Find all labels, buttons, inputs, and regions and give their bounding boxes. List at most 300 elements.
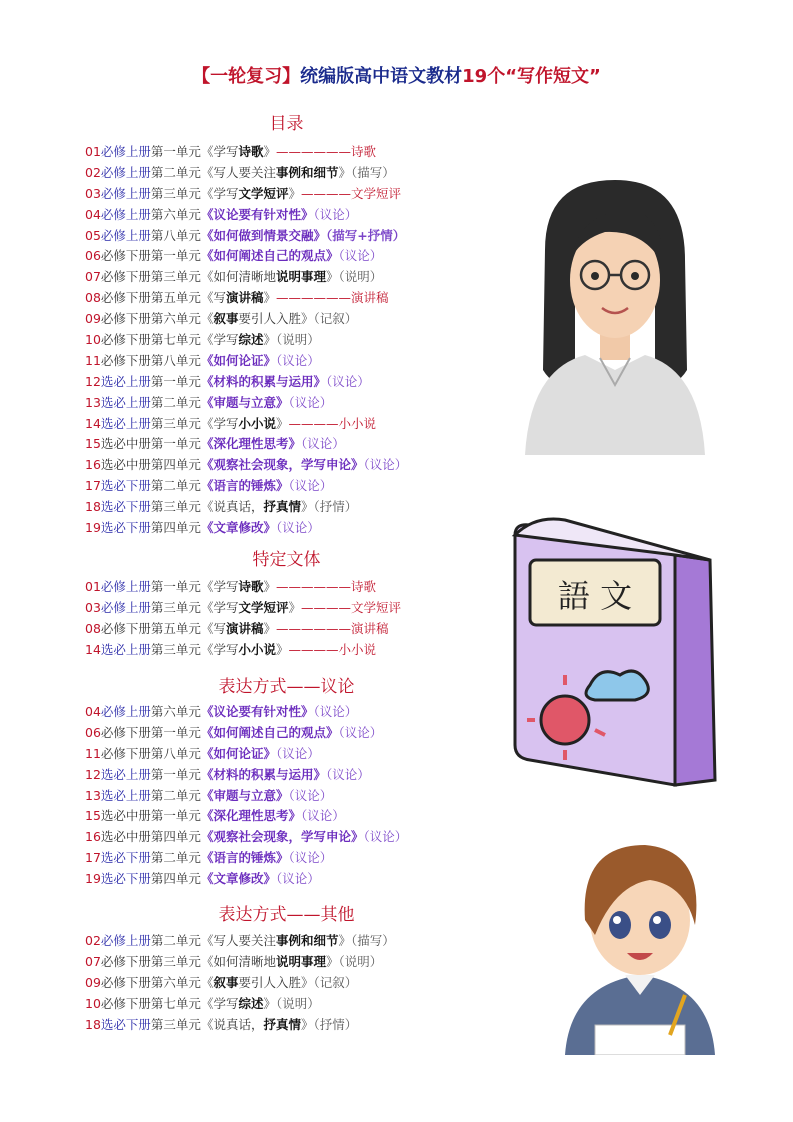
item-unit: 第二单元 xyxy=(150,478,201,494)
item-topic xyxy=(201,725,339,740)
item-category: （说明） xyxy=(338,269,383,285)
item-number: 11 xyxy=(85,352,101,368)
item-topic-lb: 《 xyxy=(200,269,214,285)
student-illustration xyxy=(555,825,725,1055)
item-category: （议论） xyxy=(288,850,333,866)
item-number: 12 xyxy=(85,373,101,389)
list-item xyxy=(85,414,407,435)
item-topic xyxy=(201,975,314,990)
item-topic xyxy=(201,808,301,823)
item-topic-bold: 小小说 xyxy=(238,641,276,657)
item-volume: 必修下册 xyxy=(100,953,151,969)
item-unit: 第一单元 xyxy=(150,436,201,452)
item-number: 02 xyxy=(85,164,101,180)
item-topic-bold: 材料的积累与运用 xyxy=(213,766,314,782)
item-volume: 选必上册 xyxy=(100,394,151,410)
item-number: 03 xyxy=(85,185,101,201)
list-item xyxy=(85,142,407,163)
item-topic-rb: 》 xyxy=(350,829,364,845)
item-topic-bold: 说明事理 xyxy=(275,953,326,969)
item-topic-rb: 》 xyxy=(325,248,339,264)
item-topic-rb: 要引人入胜》 xyxy=(238,311,314,327)
item-category: （议论） xyxy=(275,520,320,536)
item-volume: 必修下册 xyxy=(100,745,151,761)
item-unit: 第一单元 xyxy=(150,724,201,740)
item-unit: 第七单元 xyxy=(150,332,201,348)
item-topic-rb: 》 xyxy=(263,144,276,159)
item-number: 01 xyxy=(85,579,101,594)
item-topic-bold: 文学短评 xyxy=(238,185,289,201)
item-topic-rb: 》 xyxy=(288,436,301,452)
item-topic-pre: 学写 xyxy=(213,144,239,159)
item-volume: 选必上册 xyxy=(100,373,151,389)
item-unit: 第三单元 xyxy=(150,415,201,431)
item-topic-lb: 《 xyxy=(200,974,214,990)
item-number: 05 xyxy=(85,227,101,243)
item-topic-rb: 》 xyxy=(350,457,364,473)
item-number: 19 xyxy=(85,520,101,536)
title-suffix: 19个“写作短文” xyxy=(462,66,601,87)
list-item xyxy=(85,393,407,414)
list-item xyxy=(85,330,407,351)
item-topic-rb: 》 xyxy=(263,352,276,368)
item-topic-rb: 要引人入胜》 xyxy=(238,974,314,990)
item-topic xyxy=(201,311,314,326)
item-category: （描写） xyxy=(351,164,395,180)
document-title xyxy=(0,62,793,88)
item-topic xyxy=(201,290,276,305)
item-topic-bold: 叙事 xyxy=(213,311,239,327)
item-category: （议论） xyxy=(338,724,383,740)
item-topic-bold: 如何论证 xyxy=(213,745,264,761)
item-number: 14 xyxy=(85,415,101,431)
item-topic-lb: 《 xyxy=(200,332,214,348)
item-category: ——————诗歌 xyxy=(276,144,377,159)
item-topic xyxy=(201,850,289,865)
item-topic-bold: 事例和细节 xyxy=(275,933,339,948)
argument-list xyxy=(85,702,407,890)
item-number: 18 xyxy=(85,499,101,515)
item-unit: 第二单元 xyxy=(150,394,201,410)
list-item xyxy=(85,226,407,247)
item-unit: 第八单元 xyxy=(150,227,201,243)
item-topic-lb: 《 xyxy=(200,745,214,761)
item-topic xyxy=(201,642,289,657)
item-unit: 第二单元 xyxy=(150,787,201,803)
item-topic xyxy=(201,248,339,263)
item-topic-rb: 》 xyxy=(325,724,339,740)
item-topic-lb: 《 xyxy=(200,290,214,306)
item-topic-rb: 》 xyxy=(263,620,276,636)
item-topic-bold: 如何做到情景交融 xyxy=(213,227,314,243)
list-item xyxy=(85,640,401,661)
item-topic xyxy=(201,457,364,472)
item-category: ——————演讲稿 xyxy=(276,620,389,636)
item-volume: 必修下册 xyxy=(100,290,151,306)
item-topic-rb: 》 xyxy=(275,394,289,410)
item-category: （议论） xyxy=(275,352,320,368)
section-heading-specific-genres: 特定文体 xyxy=(252,550,321,570)
item-volume: 必修下册 xyxy=(100,995,151,1011)
list-item xyxy=(85,806,407,827)
item-number: 08 xyxy=(85,290,101,306)
item-number: 16 xyxy=(85,829,101,845)
item-topic-pre: 学写 xyxy=(213,415,239,431)
item-volume: 选必上册 xyxy=(100,415,151,431)
item-number: 18 xyxy=(85,1016,101,1032)
item-volume: 选必下册 xyxy=(100,478,151,494)
item-topic-bold: 观察社会现象，学写申论 xyxy=(213,829,351,845)
item-topic xyxy=(201,704,314,719)
item-topic-lb: 《 xyxy=(200,579,214,594)
item-topic-bold: 深化理性思考 xyxy=(213,808,289,824)
item-category: （议论） xyxy=(300,808,345,824)
item-volume: 必修上册 xyxy=(100,227,151,243)
item-topic-rb: 》 xyxy=(313,766,326,782)
item-topic xyxy=(201,436,301,451)
item-topic-pre: 说真话， xyxy=(213,1016,264,1032)
item-volume: 选必下册 xyxy=(100,871,151,887)
item-topic-bold: 演讲稿 xyxy=(225,620,264,636)
item-topic-lb: 《 xyxy=(200,144,214,159)
item-topic xyxy=(201,165,351,180)
item-volume: 选必上册 xyxy=(100,787,151,803)
item-number: 15 xyxy=(85,436,101,452)
item-topic-lb: 《 xyxy=(200,599,214,615)
item-volume: 必修上册 xyxy=(100,579,151,594)
item-category: ————小小说 xyxy=(288,641,377,657)
item-number: 19 xyxy=(85,871,101,887)
item-topic-lb: 《 xyxy=(200,394,214,410)
item-category: （说明） xyxy=(276,995,320,1011)
item-topic-lb: 《 xyxy=(200,620,214,636)
item-topic xyxy=(201,186,301,201)
item-topic-lb: 《 xyxy=(200,373,214,389)
item-topic-bold: 审题与立意 xyxy=(213,394,276,410)
item-unit: 第四单元 xyxy=(150,520,201,536)
item-topic-pre: 学写 xyxy=(213,599,239,615)
item-category: （议论） xyxy=(313,704,358,719)
item-topic xyxy=(201,395,289,410)
item-unit: 第一单元 xyxy=(150,144,201,159)
item-topic-rb: 》 xyxy=(300,1016,314,1032)
item-topic-rb: 》 xyxy=(288,808,301,824)
item-topic-bold: 议论要有针对性 xyxy=(213,206,301,222)
list-item xyxy=(85,931,395,952)
item-topic-rb: 》 xyxy=(300,206,314,222)
item-topic-bold: 材料的积累与运用 xyxy=(213,373,314,389)
item-topic-lb: 《 xyxy=(200,871,214,887)
item-topic-bold: 如何论证 xyxy=(213,352,264,368)
item-topic xyxy=(201,1017,314,1032)
item-topic-pre: 学写 xyxy=(213,579,239,594)
item-category: ————文学短评 xyxy=(301,185,402,201)
section-heading-other: 表达方式——其他 xyxy=(218,905,355,925)
item-topic-lb: 《 xyxy=(200,520,214,536)
list-item xyxy=(85,246,407,267)
list-item xyxy=(85,765,407,786)
other-list xyxy=(85,931,395,1035)
item-unit: 第四单元 xyxy=(150,829,201,845)
item-volume: 必修上册 xyxy=(100,144,151,159)
item-category: （抒情） xyxy=(313,499,358,515)
list-item xyxy=(85,1015,395,1036)
list-item xyxy=(85,372,407,393)
item-topic-bold: 语言的锤炼 xyxy=(213,850,276,866)
item-volume: 选必中册 xyxy=(100,808,151,824)
list-item xyxy=(85,598,401,619)
item-number: 06 xyxy=(85,724,101,740)
item-unit: 第三单元 xyxy=(150,953,201,969)
item-topic-lb: 《 xyxy=(200,248,214,264)
item-topic xyxy=(201,416,289,431)
list-item xyxy=(85,351,407,372)
item-topic-bold: 抒真情 xyxy=(263,499,301,515)
list-item xyxy=(85,786,407,807)
item-category: （议论） xyxy=(275,745,320,761)
item-topic-lb: 《 xyxy=(200,787,214,803)
item-topic-rb: 》 xyxy=(300,704,314,719)
item-topic xyxy=(201,269,339,284)
list-item xyxy=(85,205,407,226)
item-category: （议论） xyxy=(313,206,358,222)
item-topic-rb: 》 xyxy=(275,850,289,866)
item-volume: 必修下册 xyxy=(100,332,151,348)
list-item xyxy=(85,744,407,765)
item-volume: 必修上册 xyxy=(100,933,151,948)
item-number: 06 xyxy=(85,248,101,264)
item-unit: 第五单元 xyxy=(150,620,201,636)
item-category: （记叙） xyxy=(313,311,358,327)
item-volume: 选必下册 xyxy=(100,850,151,866)
item-number: 02 xyxy=(85,933,101,948)
item-topic xyxy=(201,996,276,1011)
item-number: 17 xyxy=(85,478,101,494)
item-topic-bold: 语言的锤炼 xyxy=(213,478,276,494)
item-category: ——————演讲稿 xyxy=(276,290,389,306)
item-topic-bold: 文章修改 xyxy=(213,871,264,887)
item-topic-bold: 深化理性思考 xyxy=(213,436,289,452)
item-volume: 必修下册 xyxy=(100,311,151,327)
item-volume: 必修下册 xyxy=(100,724,151,740)
item-topic-lb: 《 xyxy=(200,499,214,515)
item-topic-bold: 综述 xyxy=(238,995,264,1011)
item-topic xyxy=(201,954,339,969)
item-topic-rb: 》 xyxy=(275,787,289,803)
item-volume: 选必上册 xyxy=(100,766,151,782)
list-item xyxy=(85,619,401,640)
item-topic-lb: 《 xyxy=(200,808,214,824)
item-topic-lb: 《 xyxy=(200,704,214,719)
item-category: ——————诗歌 xyxy=(276,579,377,594)
item-topic-pre: 说真话， xyxy=(213,499,264,515)
item-topic-rb: 》 xyxy=(338,933,351,948)
item-topic-rb: 》 xyxy=(313,373,326,389)
item-topic-lb: 《 xyxy=(200,206,214,222)
item-volume: 必修下册 xyxy=(100,620,151,636)
item-topic-rb: 》 xyxy=(263,520,276,536)
item-topic-bold: 诗歌 xyxy=(238,144,264,159)
item-volume: 必修上册 xyxy=(100,206,151,222)
item-number: 01 xyxy=(85,144,101,159)
item-topic xyxy=(201,767,326,782)
item-topic-bold: 演讲稿 xyxy=(225,290,264,306)
item-topic xyxy=(201,746,276,761)
item-number: 04 xyxy=(85,206,101,222)
item-topic-lb: 《 xyxy=(200,415,214,431)
list-item xyxy=(85,848,407,869)
item-topic-bold: 抒真情 xyxy=(263,1016,301,1032)
item-topic-lb: 《 xyxy=(200,766,214,782)
item-topic-lb: 《 xyxy=(200,829,214,845)
contents-list xyxy=(85,142,407,539)
item-volume: 选必中册 xyxy=(100,457,151,473)
list-item xyxy=(85,497,407,518)
list-item xyxy=(85,163,407,184)
item-unit: 第四单元 xyxy=(150,457,201,473)
item-topic-rb: 》 xyxy=(263,745,276,761)
item-topic-lb: 《 xyxy=(200,933,214,948)
list-item xyxy=(85,952,395,973)
item-category: （议论） xyxy=(288,478,333,494)
item-topic-rb: 》 xyxy=(325,269,339,285)
item-topic-pre: 学写 xyxy=(213,185,239,201)
list-item xyxy=(85,723,407,744)
section-heading-contents: 目录 xyxy=(269,114,304,134)
item-unit: 第一单元 xyxy=(150,808,201,824)
item-number: 11 xyxy=(85,745,101,761)
item-topic-pre: 学写 xyxy=(213,641,239,657)
item-topic-lb: 《 xyxy=(200,724,214,740)
item-topic-bold: 文章修改 xyxy=(213,520,264,536)
item-unit: 第一单元 xyxy=(150,766,201,782)
item-category: （议论） xyxy=(275,871,320,887)
item-topic xyxy=(201,332,276,347)
item-topic-pre: 写人要关注 xyxy=(213,164,276,180)
item-topic-rb: 》 xyxy=(325,953,339,969)
item-topic-rb: 》 xyxy=(263,995,276,1011)
item-number: 13 xyxy=(85,787,101,803)
item-topic-rb: 》 xyxy=(288,599,301,615)
item-topic xyxy=(201,374,326,389)
list-item xyxy=(85,869,407,890)
item-topic xyxy=(201,520,276,535)
item-topic-bold: 综述 xyxy=(238,332,264,348)
item-number: 03 xyxy=(85,599,101,615)
item-topic xyxy=(201,933,351,948)
item-unit: 第五单元 xyxy=(150,290,201,306)
item-topic-rb: 》 xyxy=(275,478,289,494)
item-topic-rb: 》 xyxy=(338,164,351,180)
item-topic-pre: 学写 xyxy=(213,332,239,348)
item-topic-bold: 事例和细节 xyxy=(275,164,339,180)
item-topic-pre: 写 xyxy=(213,290,226,306)
item-category: （议论） xyxy=(363,457,408,473)
item-topic xyxy=(201,621,276,636)
item-topic xyxy=(201,353,276,368)
item-volume: 选必上册 xyxy=(100,641,151,657)
item-topic-lb: 《 xyxy=(200,311,214,327)
item-unit: 第六单元 xyxy=(150,704,201,719)
item-unit: 第六单元 xyxy=(150,974,201,990)
item-topic-pre: 写 xyxy=(213,620,226,636)
list-item xyxy=(85,973,395,994)
list-item xyxy=(85,577,401,598)
item-topic-bold: 观察社会现象，学写申论 xyxy=(213,457,351,473)
chinese-book-illustration xyxy=(505,515,730,790)
item-topic-rb: 》 xyxy=(300,499,314,515)
item-topic xyxy=(201,788,289,803)
item-category: （说明） xyxy=(276,332,320,348)
item-unit: 第三单元 xyxy=(150,499,201,515)
item-topic-rb: 》 xyxy=(275,641,289,657)
item-volume: 必修上册 xyxy=(100,164,151,180)
item-category: （描写） xyxy=(351,933,395,948)
item-topic-rb: 》 xyxy=(263,871,276,887)
item-category: （议论） xyxy=(325,373,370,389)
item-topic-pre: 写人要关注 xyxy=(213,933,276,948)
item-topic xyxy=(201,499,314,514)
item-category: ————小小说 xyxy=(288,415,377,431)
item-category: （议论） xyxy=(288,787,333,803)
item-topic-lb: 《 xyxy=(200,164,214,180)
item-unit: 第三单元 xyxy=(150,1016,201,1032)
item-volume: 选必中册 xyxy=(100,829,151,845)
item-number: 15 xyxy=(85,808,101,824)
item-topic xyxy=(201,144,276,159)
item-category: （议论） xyxy=(288,394,333,410)
item-category: （描写+抒情） xyxy=(325,227,406,243)
item-topic xyxy=(201,600,301,615)
item-number: 10 xyxy=(85,332,101,348)
item-category: （议论） xyxy=(300,436,345,452)
item-volume: 必修上册 xyxy=(100,599,151,615)
item-topic xyxy=(201,228,326,243)
list-item xyxy=(85,455,407,476)
item-topic-lb: 《 xyxy=(200,953,214,969)
item-topic-lb: 《 xyxy=(200,478,214,494)
item-volume: 必修上册 xyxy=(100,185,151,201)
item-unit: 第一单元 xyxy=(150,248,201,264)
item-topic-pre: 如何清晰地 xyxy=(213,269,276,285)
item-category: （记叙） xyxy=(313,974,358,990)
item-unit: 第八单元 xyxy=(150,745,201,761)
item-number: 10 xyxy=(85,995,101,1011)
item-category: ————文学短评 xyxy=(301,599,402,615)
item-unit: 第四单元 xyxy=(150,871,201,887)
item-number: 09 xyxy=(85,311,101,327)
item-unit: 第六单元 xyxy=(150,206,201,222)
item-topic-bold: 审题与立意 xyxy=(213,787,276,803)
item-topic-lb: 《 xyxy=(200,995,214,1011)
item-topic-lb: 《 xyxy=(200,850,214,866)
item-volume: 选必下册 xyxy=(100,520,151,536)
item-number: 07 xyxy=(85,953,101,969)
book-cover-text: 語 文 xyxy=(557,577,633,615)
item-category: （议论） xyxy=(338,248,383,264)
item-unit: 第六单元 xyxy=(150,311,201,327)
item-topic-rb: 》 xyxy=(263,332,276,348)
item-number: 09 xyxy=(85,974,101,990)
item-volume: 必修下册 xyxy=(100,352,151,368)
item-topic-lb: 《 xyxy=(200,352,214,368)
item-topic-rb: 》 xyxy=(288,185,301,201)
item-number: 07 xyxy=(85,269,101,285)
list-item xyxy=(85,434,407,455)
list-item xyxy=(85,702,407,723)
item-unit: 第一单元 xyxy=(150,373,201,389)
list-item xyxy=(85,476,407,497)
